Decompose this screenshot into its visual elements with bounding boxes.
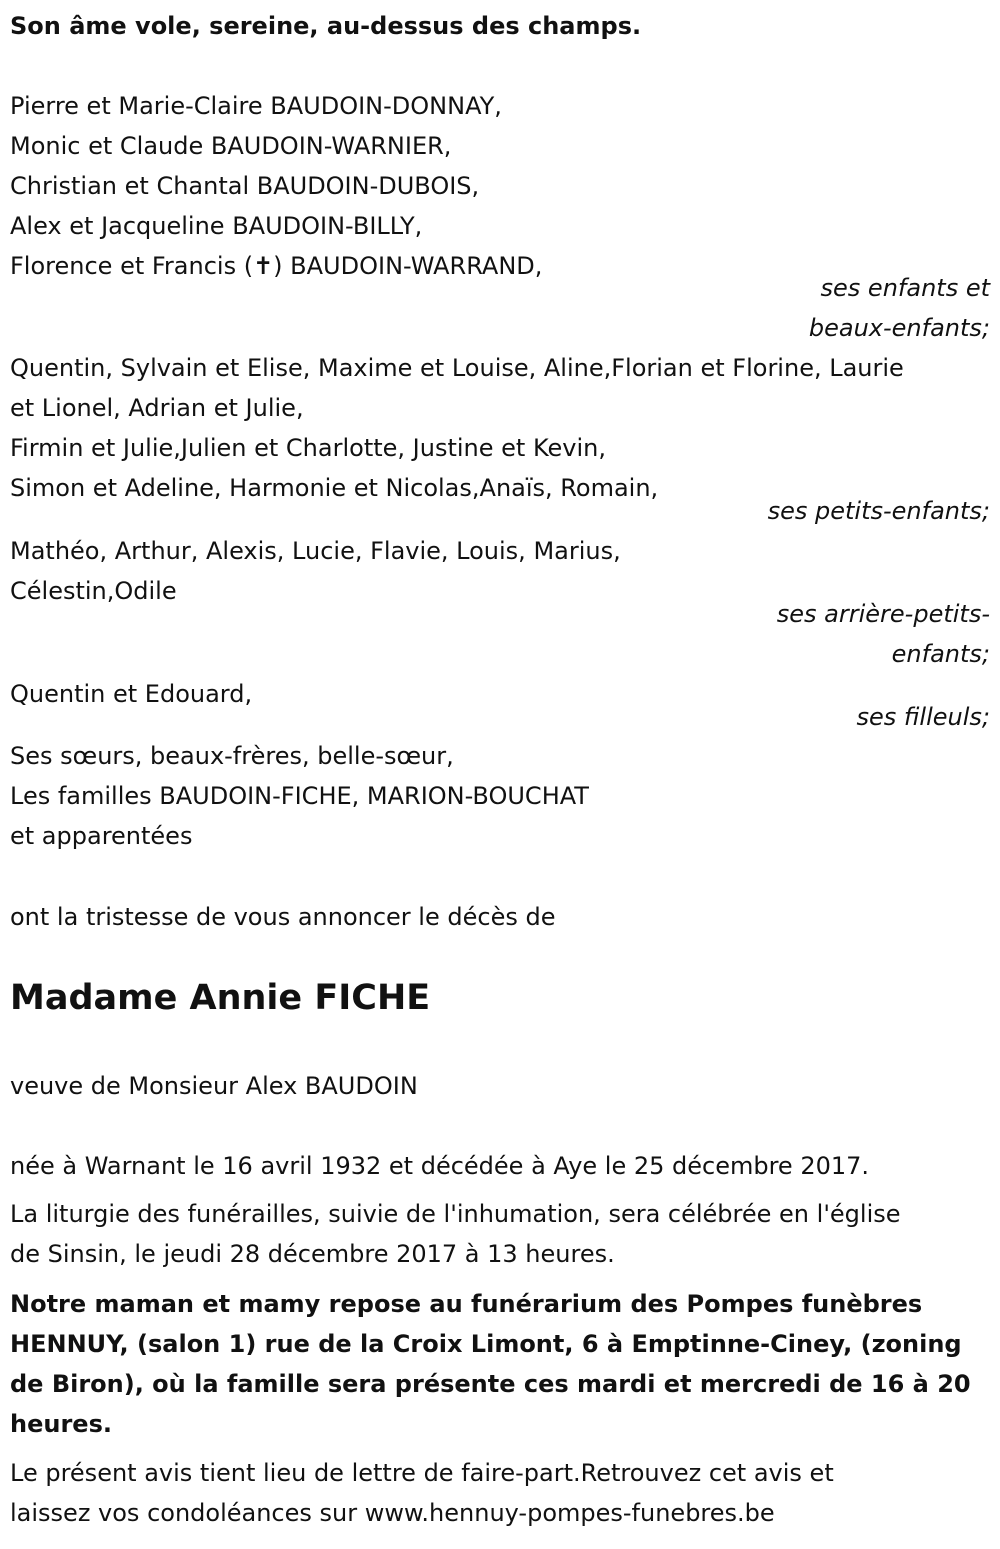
widow-of: veuve de Monsieur Alex BAUDOIN bbox=[10, 1072, 418, 1100]
godchildren-label: ses filleuls; bbox=[856, 703, 990, 731]
great-grandchildren-label bbox=[10, 594, 990, 674]
grandchildren-line: et Lionel, Adrian et Julie, bbox=[10, 394, 304, 422]
great-grandchildren-line: Célestin,Odile bbox=[10, 577, 177, 605]
epigraph: Son âme vole, sereine, au-dessus des champs. bbox=[10, 12, 642, 40]
footer-line: laissez vos condoléances sur www.hennuy-pompes-funebres.be bbox=[10, 1499, 775, 1527]
children-line: Christian et Chantal BAUDOIN-DUBOIS, bbox=[10, 172, 480, 200]
godchildren-line: Quentin et Edouard, bbox=[10, 680, 253, 708]
family-list bbox=[10, 736, 990, 856]
deceased-name: Madame Annie FICHE bbox=[10, 978, 431, 1018]
children-line: Florence et Francis (✝) BAUDOIN-WARRAND, bbox=[10, 252, 543, 280]
grandchildren-line: Firmin et Julie,Julien et Charlotte, Justine et Kevin, bbox=[10, 434, 606, 462]
footer-note bbox=[10, 1453, 990, 1533]
children-line: Monic et Claude BAUDOIN-WARNIER, bbox=[10, 132, 452, 160]
children-line: Pierre et Marie-Claire BAUDOIN-DONNAY, bbox=[10, 92, 502, 120]
children-list bbox=[10, 86, 990, 286]
funerarium-line: heures. bbox=[10, 1410, 112, 1438]
children-line: Alex et Jacqueline BAUDOIN-BILLY, bbox=[10, 212, 423, 240]
grandchildren-line: Quentin, Sylvain et Elise, Maxime et Louise, Aline,Florian et Florine, Laurie bbox=[10, 354, 904, 382]
family-line: Ses sœurs, beaux-frères, belle-sœur, bbox=[10, 742, 454, 770]
children-label-line: ses enfants et bbox=[820, 274, 990, 302]
funerarium-line: de Biron), où la famille sera présente ces mardi et mercredi de 16 à 20 bbox=[10, 1370, 971, 1398]
funerarium-info bbox=[10, 1284, 990, 1444]
children-label bbox=[10, 268, 990, 348]
funerarium-line: Notre maman et mamy repose au funérarium des Pompes funèbres bbox=[10, 1290, 923, 1318]
birth-death: née à Warnant le 16 avril 1932 et décédée à Aye le 25 décembre 2017. bbox=[10, 1152, 870, 1180]
grandchildren-line: Simon et Adeline, Harmonie et Nicolas,Anaïs, Romain, bbox=[10, 474, 659, 502]
family-line: Les familles BAUDOIN-FICHE, MARION-BOUCHAT bbox=[10, 782, 589, 810]
announcement: ont la tristesse de vous annoncer le décès de bbox=[10, 903, 556, 931]
grandchildren-label: ses petits-enfants; bbox=[767, 497, 990, 525]
family-line: et apparentées bbox=[10, 822, 193, 850]
funerarium-line: HENNUY, (salon 1) rue de la Croix Limont, 6 à Emptinne-Ciney, (zoning bbox=[10, 1330, 962, 1358]
children-label-line: beaux-enfants; bbox=[808, 314, 990, 342]
great-grandchildren-label-line: ses arrière-petits- bbox=[776, 600, 990, 628]
liturgy-line: La liturgie des funérailles, suivie de l'inhumation, sera célébrée en l'église bbox=[10, 1200, 901, 1228]
grandchildren-list bbox=[10, 348, 990, 508]
liturgy bbox=[10, 1194, 990, 1274]
great-grandchildren-line: Mathéo, Arthur, Alexis, Lucie, Flavie, Louis, Marius, bbox=[10, 537, 621, 565]
liturgy-line: de Sinsin, le jeudi 28 décembre 2017 à 13 heures. bbox=[10, 1240, 615, 1268]
great-grandchildren-label-line: enfants; bbox=[891, 640, 990, 668]
footer-line: Le présent avis tient lieu de lettre de faire-part.Retrouvez cet avis et bbox=[10, 1459, 834, 1487]
